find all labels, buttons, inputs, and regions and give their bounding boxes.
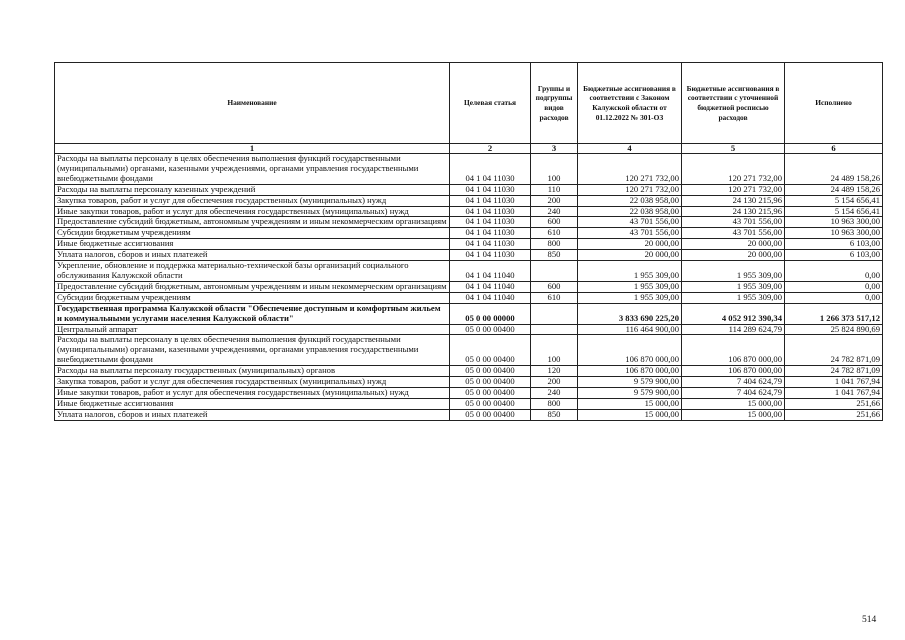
header-executed: Исполнено (785, 63, 883, 144)
row-executed: 1 041 767,94 (785, 377, 883, 388)
row-plan-allocation: 120 271 732,00 (682, 154, 785, 185)
row-target-article: 05 0 00 00400 (450, 409, 531, 420)
row-executed: 1 266 373 517,12 (785, 303, 883, 324)
column-number-row (55, 144, 883, 154)
row-executed: 10 963 300,00 (785, 217, 883, 228)
header-expense-groups: Группы и подгруппы видов расходов (531, 63, 578, 144)
header-law-allocations: Бюджетные ассигнования в соответствии с Законом Калужской области от 01.12.2022 № 301-ОЗ (578, 63, 682, 144)
row-target-article: 05 0 00 00000 (450, 303, 531, 324)
row-name: Расходы на выплаты персоналу в целях обеспечения выполнения функций государственными (муниципальными) органами, казенными учреждениями, органами управления государственными внебюджетными фондами (55, 154, 450, 185)
row-law-allocation: 106 870 000,00 (578, 335, 682, 366)
column-number: 4 (578, 144, 682, 154)
table-row (55, 228, 883, 239)
row-plan-allocation: 106 870 000,00 (682, 335, 785, 366)
row-law-allocation: 120 271 732,00 (578, 154, 682, 185)
row-law-allocation: 120 271 732,00 (578, 184, 682, 195)
row-expense-group: 200 (531, 195, 578, 206)
row-expense-group: 100 (531, 154, 578, 185)
row-expense-group: 200 (531, 377, 578, 388)
row-plan-allocation: 20 000,00 (682, 239, 785, 250)
table-row (55, 398, 883, 409)
table-row (55, 377, 883, 388)
row-plan-allocation: 1 955 309,00 (682, 281, 785, 292)
table-row (55, 206, 883, 217)
row-executed: 6 103,00 (785, 239, 883, 250)
table-row (55, 387, 883, 398)
column-number: 2 (450, 144, 531, 154)
row-expense-group: 610 (531, 228, 578, 239)
row-executed: 0,00 (785, 292, 883, 303)
table-row (55, 261, 883, 282)
row-expense-group: 800 (531, 398, 578, 409)
header-plan-allocations: Бюджетные ассигнования в соответствии с уточненной бюджетной росписью расходов (682, 63, 785, 144)
row-target-article: 04 1 04 11040 (450, 292, 531, 303)
row-plan-allocation: 24 130 215,96 (682, 206, 785, 217)
row-law-allocation: 1 955 309,00 (578, 261, 682, 282)
row-law-allocation: 43 701 556,00 (578, 217, 682, 228)
row-executed: 24 489 158,26 (785, 184, 883, 195)
table-row (55, 184, 883, 195)
row-expense-group: 850 (531, 409, 578, 420)
table-row (55, 217, 883, 228)
row-plan-allocation: 43 701 556,00 (682, 228, 785, 239)
table-row (55, 292, 883, 303)
row-law-allocation: 20 000,00 (578, 239, 682, 250)
row-target-article: 04 1 04 11030 (450, 195, 531, 206)
header-name: Наименование (55, 63, 450, 144)
row-name: Субсидии бюджетным учреждениям (55, 292, 450, 303)
row-target-article: 04 1 04 11040 (450, 281, 531, 292)
row-name: Иные бюджетные ассигнования (55, 239, 450, 250)
row-law-allocation: 9 579 900,00 (578, 387, 682, 398)
row-law-allocation: 116 464 900,00 (578, 324, 682, 335)
column-number: 6 (785, 144, 883, 154)
row-expense-group: 600 (531, 281, 578, 292)
header-target-article: Целевая статья (450, 63, 531, 144)
row-name: Расходы на выплаты персоналу в целях обеспечения выполнения функций государственными (муниципальными) органами, казенными учреждениями, органами управления государственными внебюджетными фондами (55, 335, 450, 366)
row-plan-allocation: 20 000,00 (682, 250, 785, 261)
row-executed: 5 154 656,41 (785, 206, 883, 217)
table-row (55, 409, 883, 420)
row-expense-group: 800 (531, 239, 578, 250)
row-plan-allocation: 24 130 215,96 (682, 195, 785, 206)
row-law-allocation: 1 955 309,00 (578, 281, 682, 292)
row-name: Закупка товаров, работ и услуг для обеспечения государственных (муниципальных) нужд (55, 377, 450, 388)
column-number: 3 (531, 144, 578, 154)
row-expense-group (531, 324, 578, 335)
row-plan-allocation: 7 404 624,79 (682, 377, 785, 388)
row-executed: 5 154 656,41 (785, 195, 883, 206)
row-law-allocation: 22 038 958,00 (578, 195, 682, 206)
row-name: Предоставление субсидий бюджетным, автономным учреждениям и иным некоммерческим организациям (55, 217, 450, 228)
row-plan-allocation: 120 271 732,00 (682, 184, 785, 195)
row-name: Иные закупки товаров, работ и услуг для обеспечения государственных (муниципальных) нужд (55, 387, 450, 398)
row-executed: 25 824 890,69 (785, 324, 883, 335)
row-name: Центральный аппарат (55, 324, 450, 335)
table-row (55, 366, 883, 377)
row-executed: 1 041 767,94 (785, 387, 883, 398)
row-law-allocation: 20 000,00 (578, 250, 682, 261)
row-target-article: 05 0 00 00400 (450, 377, 531, 388)
column-number: 1 (55, 144, 450, 154)
header-row (55, 63, 883, 144)
row-law-allocation: 15 000,00 (578, 398, 682, 409)
row-plan-allocation: 15 000,00 (682, 398, 785, 409)
row-target-article: 05 0 00 00400 (450, 335, 531, 366)
row-target-article: 04 1 04 11030 (450, 239, 531, 250)
row-expense-group (531, 261, 578, 282)
row-executed: 0,00 (785, 261, 883, 282)
row-executed: 251,66 (785, 409, 883, 420)
row-executed: 6 103,00 (785, 250, 883, 261)
row-target-article: 05 0 00 00400 (450, 366, 531, 377)
row-executed: 24 782 871,09 (785, 366, 883, 377)
row-name: Расходы на выплаты персоналу казенных учреждений (55, 184, 450, 195)
table-row (55, 324, 883, 335)
row-target-article: 04 1 04 11030 (450, 154, 531, 185)
table-row (55, 335, 883, 366)
row-name: Укрепление, обновление и поддержка материально-технической базы организаций социального обслуживания Калужской области (55, 261, 450, 282)
row-target-article: 04 1 04 11040 (450, 261, 531, 282)
table-body (55, 154, 883, 421)
row-expense-group: 600 (531, 217, 578, 228)
row-executed: 24 489 158,26 (785, 154, 883, 185)
row-law-allocation: 9 579 900,00 (578, 377, 682, 388)
row-plan-allocation: 7 404 624,79 (682, 387, 785, 398)
row-law-allocation: 106 870 000,00 (578, 366, 682, 377)
row-expense-group: 610 (531, 292, 578, 303)
row-target-article: 05 0 00 00400 (450, 398, 531, 409)
row-executed: 0,00 (785, 281, 883, 292)
row-name: Уплата налогов, сборов и иных платежей (55, 409, 450, 420)
table-row (55, 303, 883, 324)
row-name: Уплата налогов, сборов и иных платежей (55, 250, 450, 261)
row-expense-group: 240 (531, 387, 578, 398)
row-plan-allocation: 106 870 000,00 (682, 366, 785, 377)
row-target-article: 04 1 04 11030 (450, 184, 531, 195)
row-law-allocation: 22 038 958,00 (578, 206, 682, 217)
row-name: Предоставление субсидий бюджетным, автономным учреждениям и иным некоммерческим организациям (55, 281, 450, 292)
row-law-allocation: 15 000,00 (578, 409, 682, 420)
row-target-article: 04 1 04 11030 (450, 228, 531, 239)
row-plan-allocation: 1 955 309,00 (682, 292, 785, 303)
row-expense-group: 100 (531, 335, 578, 366)
row-expense-group: 110 (531, 184, 578, 195)
table-row (55, 154, 883, 185)
row-plan-allocation: 43 701 556,00 (682, 217, 785, 228)
row-law-allocation: 3 833 690 225,20 (578, 303, 682, 324)
row-law-allocation: 43 701 556,00 (578, 228, 682, 239)
budget-table (54, 62, 883, 421)
row-executed: 24 782 871,09 (785, 335, 883, 366)
table-row (55, 281, 883, 292)
row-name: Государственная программа Калужской области "Обеспечение доступным и комфортным жильем и коммунальными услугами населения Калужской области" (55, 303, 450, 324)
table-row (55, 239, 883, 250)
row-target-article: 04 1 04 11030 (450, 250, 531, 261)
row-target-article: 04 1 04 11030 (450, 217, 531, 228)
row-name: Иные закупки товаров, работ и услуг для обеспечения государственных (муниципальных) нужд (55, 206, 450, 217)
row-plan-allocation: 114 289 624,79 (682, 324, 785, 335)
row-expense-group: 120 (531, 366, 578, 377)
row-executed: 251,66 (785, 398, 883, 409)
row-name: Закупка товаров, работ и услуг для обеспечения государственных (муниципальных) нужд (55, 195, 450, 206)
row-plan-allocation: 15 000,00 (682, 409, 785, 420)
row-name: Субсидии бюджетным учреждениям (55, 228, 450, 239)
row-target-article: 05 0 00 00400 (450, 324, 531, 335)
row-expense-group: 850 (531, 250, 578, 261)
row-expense-group: 240 (531, 206, 578, 217)
row-target-article: 04 1 04 11030 (450, 206, 531, 217)
row-name: Иные бюджетные ассигнования (55, 398, 450, 409)
table-row (55, 250, 883, 261)
table-row (55, 195, 883, 206)
row-executed: 10 963 300,00 (785, 228, 883, 239)
row-plan-allocation: 1 955 309,00 (682, 261, 785, 282)
row-name: Расходы на выплаты персоналу государственных (муниципальных) органов (55, 366, 450, 377)
row-target-article: 05 0 00 00400 (450, 387, 531, 398)
row-plan-allocation: 4 052 912 390,34 (682, 303, 785, 324)
row-law-allocation: 1 955 309,00 (578, 292, 682, 303)
page-number: 514 (862, 615, 877, 625)
row-expense-group (531, 303, 578, 324)
column-number: 5 (682, 144, 785, 154)
